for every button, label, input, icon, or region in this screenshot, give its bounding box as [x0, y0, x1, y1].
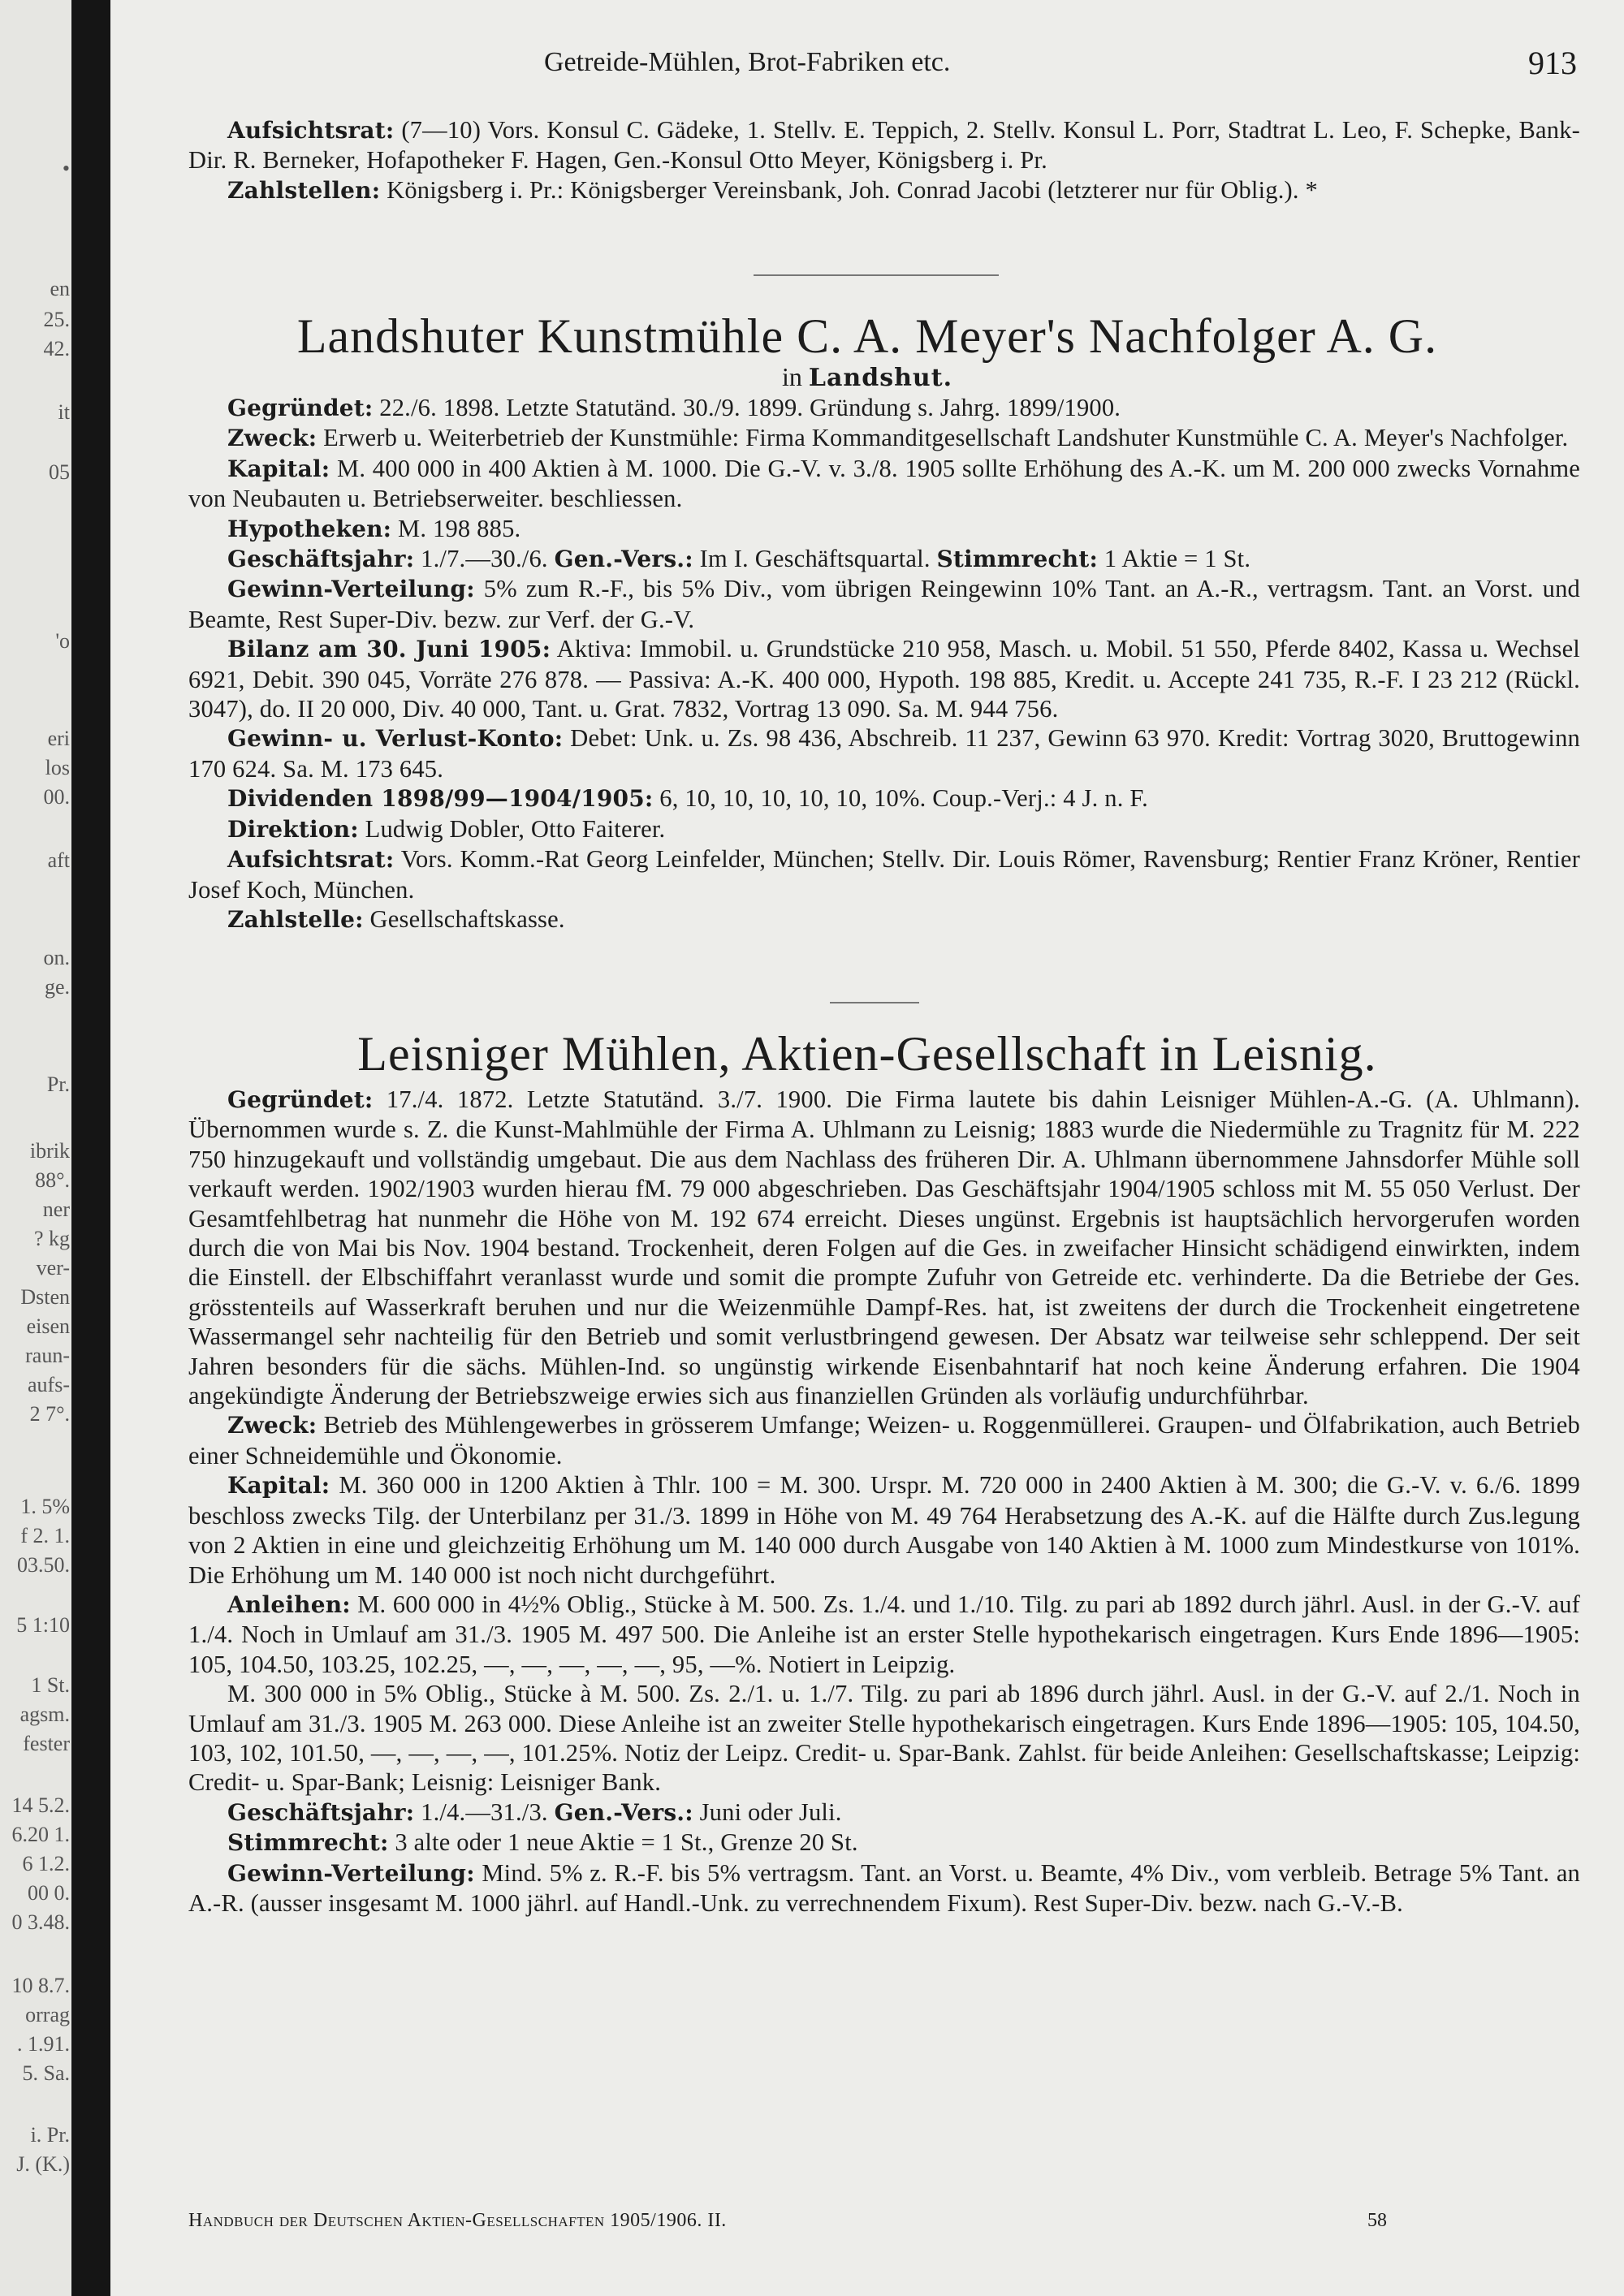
adjacent-page-fragment: 05	[49, 460, 70, 484]
previous-entry-tail	[188, 115, 1580, 205]
adjacent-page-fragment: los	[45, 756, 70, 779]
entry-label: Aufsichtsrat:	[227, 117, 395, 144]
entry-label: Bilanz am 30. Juni 1905:	[227, 636, 551, 663]
company-location-landshut	[110, 362, 1624, 392]
entry-text: 1./4.—31./3.	[421, 1798, 548, 1826]
adjacent-page-fragment: en	[50, 277, 70, 300]
adjacent-page-fragment: 42.	[43, 337, 70, 360]
adjacent-page-fragment: 2 7°.	[29, 1402, 70, 1426]
adjacent-page-fragment: ge.	[44, 975, 70, 999]
adjacent-page-fragment: on.	[43, 946, 70, 969]
adjacent-page-fragment: eri	[47, 727, 70, 750]
book-binding-gutter	[71, 0, 110, 2296]
entry-paragraph	[188, 844, 1580, 904]
entry-paragraph	[188, 1470, 1580, 1590]
entry-paragraph	[188, 1798, 1580, 1828]
entry-label: Zahlstelle:	[227, 905, 364, 933]
adjacent-page-fragment: 03.50.	[17, 1553, 70, 1577]
entry-label: Aufsichtsrat:	[227, 846, 395, 874]
entry-text: 5% zum R.-F., bis 5% Div., vom übrigen Reingewinn 10% Tant. an A.-R., vertragsm. Tant. an Vorst. und Beamte, Rest Super-Div. bezw. zur Verf. der G.-V.	[188, 575, 1580, 633]
adjacent-page-fragment: 25.	[43, 308, 70, 331]
entry-paragraph	[188, 1828, 1580, 1858]
entry-label: Gewinn- u. Verlust-Konto:	[227, 725, 564, 753]
adjacent-page-fragment: 88°.	[35, 1168, 70, 1192]
adjacent-page-fragment: J. (K.)	[16, 2152, 70, 2176]
entry-label: Kapital:	[227, 455, 330, 482]
entry-paragraph	[188, 814, 1580, 844]
company-title-landshut: Landshuter Kunstmühle C. A. Meyer's Nachfolger A. G.	[296, 309, 1438, 363]
adjacent-page-fragment: 6 1.2.	[22, 1852, 70, 1875]
entry-text: Gesellschaftskasse.	[369, 904, 565, 933]
entry-text: Ludwig Dobler, Otto Faiterer.	[365, 814, 666, 843]
entry-text: M. 600 000 in 4½% Oblig., Stücke à M. 500. Zs. 1./4. und 1./10. Tilg. zu pari ab 1892 durch jährl. Ausl. in der G.-V. auf 1./4. Noch in Umlauf am 31./3. 1905 M. 497 500. Die Anleihe ist an erster Stelle hypothekarisch eingetragen. Kurs Ende 1896—1905: 105, 104.50, 103.25, 102.25, —, —, —, —, —, 95, —%. Notiert in Leipzig.	[188, 1590, 1580, 1678]
book-page	[110, 0, 1624, 2296]
adjacent-page-fragment: i. Pr.	[30, 2123, 70, 2147]
entry-text: Aktiva: Immobil. u. Grundstücke 210 958, Masch. u. Mobil. 51 550, Pferde 8402, Kassa u. Wechsel 6921, Debit. 390 045, Vorräte 276 878. — Passiva: A.-K. 400 000, Hypoth. 198 885, Kredit. u. Accepte 241 735, R.-F. I 23 212 (Rückl. 3047), do. II 20 000, Div. 40 000, Tant. u. Grat. 7832, Vortrag 13 090. Sa. M. 944 756.	[188, 635, 1580, 723]
entry-paragraph	[188, 1410, 1580, 1470]
entry-label: Gen.-Vers.:	[554, 546, 693, 573]
entry-paragraph	[188, 544, 1580, 574]
adjacent-page-fragment: Pr.	[46, 1072, 70, 1096]
adjacent-page-fragment: fester	[23, 1732, 70, 1755]
entry-paragraph	[188, 1085, 1580, 1410]
adjacent-page-fragment: 1. 5%	[20, 1495, 70, 1518]
adjacent-page-fragment: 14 5.2.	[11, 1793, 70, 1817]
adjacent-page-fragment: •	[62, 157, 70, 180]
entry-text: Vors. Komm.-Rat Georg Leinfelder, München; Stellv. Dir. Louis Römer, Ravensburg; Rentier Franz Kröner, Rentier Josef Koch, München.	[188, 845, 1581, 904]
section-separator	[830, 1002, 919, 1003]
entry-label: Anleihen:	[227, 1590, 351, 1618]
adjacent-page-strip	[0, 0, 71, 2296]
adjacent-page-fragment: aufs-	[28, 1373, 70, 1396]
entry-text: M. 360 000 in 1200 Aktien à Thlr. 100 = M. 300. Urspr. M. 720 000 in 2400 Aktien à M. 300; die G.-V. v. 6./6. 1899 beschloss zwecks Tilg. der Unterbilanz per 31./3. 1899 in Höhe von M. 49 764 Herabsetzung des A.-K. auf die Hälfte durch Zus.legung von 2 Aktien in eine und gleichzeitig Erhöhung um M. 140 000 durch Ausgabe von 140 Aktien à M. 1000 zum Mindestkurse von 101%. Die Erhöhung um M. 140 000 ist noch nicht durchgeführt.	[188, 1471, 1580, 1589]
entry-text: 22./6. 1898. Letzte Statutänd. 30./9. 1899. Gründung s. Jahrg. 1899/1900.	[379, 394, 1121, 421]
entry-text: Juni oder Juli.	[699, 1798, 842, 1826]
entry-label: Hypotheken:	[227, 515, 392, 542]
entry-label: Geschäftsjahr:	[227, 1798, 415, 1826]
adjacent-page-fragment: eisen	[26, 1314, 70, 1338]
running-header	[110, 47, 1624, 88]
entry-text: 6, 10, 10, 10, 10, 10, 10%. Coup.-Verj.: 4 J. n. F.	[659, 784, 1148, 813]
entry-label: Direktion:	[227, 815, 359, 843]
entry-label: Zahlstellen:	[227, 176, 381, 204]
entry-paragraph	[188, 634, 1580, 723]
entry-label: Gewinn-Verteilung:	[227, 576, 475, 603]
entry-text: Erwerb u. Weiterbetrieb der Kunstmühle: Firma Kommanditgesellschaft Landshuter Kunstmühle C. A. Meyer's Nachfolger.	[323, 424, 1569, 452]
entry-paragraph	[188, 393, 1580, 423]
entry-label: Zweck:	[227, 425, 317, 452]
adjacent-page-fragment: aft	[47, 848, 70, 872]
entry-paragraph	[188, 783, 1580, 814]
page-number: 913	[1528, 45, 1577, 81]
entry-text: M. 198 885.	[398, 514, 521, 542]
entry-text: M. 300 000 in 5% Oblig., Stücke à M. 500. Zs. 2./1. u. 1./7. Tilg. zu pari ab 1896 durch jährl. Ausl. in der G.-V. auf 2./1. Noch in Umlauf am 31./3. 1905 M. 263 000. Diese Anleihe ist an zweiter Stelle hypothekarisch eingetragen. Kurs Ende 1896—1905: 105, 104.50, 103, 102, 101.50, —, —, —, —, 101.25%. Notiz der Leipz. Credit- u. Spar-Bank. Zahlst. für beide Anleihen: Gesellschaftskasse; Leipzig: Credit- u. Spar-Bank; Leisnig: Leisniger Bank.	[188, 1680, 1580, 1797]
adjacent-page-fragment: 6.20 1.	[11, 1823, 70, 1846]
entry-text: Betrieb des Mühlengewerbes in grösserem Umfange; Weizen- u. Roggenmüllerei. Graupen- und Ölfabrikation, auch Betrieb einer Schneidemühle und Ökonomie.	[188, 1411, 1580, 1470]
entry-label: Gewinn-Verteilung:	[227, 1859, 475, 1887]
adjacent-page-fragment: ver-	[36, 1256, 70, 1280]
adjacent-page-fragment: agsm.	[19, 1703, 70, 1726]
entry-label: Stimmrecht:	[227, 1829, 389, 1857]
header-title: Getreide-Mühlen, Brot-Fabriken etc.	[544, 47, 951, 77]
entry-paragraph	[188, 423, 1580, 453]
entry-paragraph	[188, 1679, 1580, 1798]
entry-label: Gen.-Vers.:	[554, 1798, 693, 1826]
location-name: Landshut.	[808, 364, 953, 392]
entry-label: Dividenden 1898/99—1904/1905:	[227, 785, 654, 813]
adjacent-page-fragment: 00 0.	[28, 1881, 70, 1905]
adjacent-page-fragment: 0 3.48.	[11, 1910, 70, 1934]
section-separator	[754, 274, 999, 276]
entry-label: Geschäftsjahr:	[227, 546, 415, 573]
entry-text: 1 Aktie = 1 St.	[1104, 545, 1251, 573]
adjacent-page-fragment: 5. Sa.	[22, 2061, 70, 2085]
entry-label: Zweck:	[227, 1412, 317, 1439]
adjacent-page-fragment: ? kg	[33, 1227, 70, 1250]
entry-text: (7—10) Vors. Konsul C. Gädeke, 1. Stellv. E. Teppich, 2. Stellv. Konsul L. Porr, Stadtrat L. Leo, F. Schepke, Bank-Dir. R. Berneker, Hofapotheker F. Hagen, Gen.-Konsul Otto Meyer, Königsberg i. Pr.	[188, 116, 1580, 175]
entry-label: Gegründet:	[227, 395, 374, 421]
adjacent-page-fragment: 10 8.7.	[11, 1974, 70, 1997]
entry-text: 3 alte oder 1 neue Aktie = 1 St., Grenze 20 St.	[395, 1828, 858, 1857]
entry-paragraph	[188, 574, 1580, 634]
entry-text: Mind. 5% z. R.-F. bis 5% vertragsm. Tant. an Vorst. u. Beamte, 4% Div., vom verbleib. Betrage 5% Tant. an A.-R. (ausser insgesamt M. 1000 jährl. auf Handl.-Unk. zu verrechnendem Fixum). Rest Super-Div. bezw. nach G.-V.-B.	[188, 1858, 1581, 1917]
entry-text: Im I. Geschäftsquartal.	[699, 545, 931, 573]
location-prefix: in	[781, 362, 802, 391]
leisnig-entry-body	[188, 1085, 1580, 1918]
adjacent-page-fragment: 1 St.	[31, 1673, 70, 1697]
adjacent-page-fragment: Dsten	[20, 1285, 70, 1309]
company-title-leisnig: Leisniger Mühlen, Aktien-Gesellschaft in Leisnig.	[357, 1027, 1377, 1081]
adjacent-page-fragment: . 1.91.	[17, 2032, 70, 2056]
entry-label: Stimmrecht:	[936, 546, 1098, 573]
entry-label: Kapital:	[227, 1472, 330, 1500]
adjacent-page-fragment: raun-	[25, 1344, 70, 1367]
adjacent-page-fragment: ibrik	[29, 1139, 70, 1163]
footer-signature-number: 58	[1367, 2210, 1387, 2231]
entry-paragraph	[188, 514, 1580, 544]
adjacent-page-fragment: orrag	[25, 2003, 70, 2026]
entry-paragraph	[188, 723, 1580, 783]
entry-text: Königsberg i. Pr.: Königsberger Vereinsbank, Joh. Conrad Jacobi (letzterer nur für Oblig.). *	[387, 175, 1318, 204]
adjacent-page-fragment: 5 1:10	[16, 1613, 70, 1637]
entry-paragraph	[188, 1590, 1580, 1679]
entry-paragraph	[188, 454, 1580, 514]
entry-label: Gegründet:	[227, 1086, 374, 1113]
adjacent-page-fragment: 00.	[43, 785, 70, 809]
entry-text: M. 400 000 in 400 Aktien à M. 1000. Die G.-V. v. 3./8. 1905 sollte Erhöhung des A.-K. um M. 200 000 zwecks Vornahme von Neubauten u. Betriebserweiter. beschliessen.	[188, 454, 1580, 513]
footer-publication: Handbuch der Deutschen Aktien-Gesellschaften 1905/1906. II.	[188, 2210, 727, 2231]
entry-paragraph	[188, 904, 1580, 934]
adjacent-page-fragment: 'o	[55, 629, 70, 653]
adjacent-page-fragment: f 2. 1.	[20, 1524, 70, 1547]
landshut-entry-body	[188, 393, 1580, 934]
entry-text: 17./4. 1872. Letzte Statutänd. 3./7. 1900. Die Firma lautete bis dahin Leisniger Mühlen-A.-G. (A. Uhlmann). Übernommen wurde s. Z. die Kunst-Mahlmühle der Firma A. Uhlmann zu Leisnig; 1883 wurde die Niedermühle zu Tragnitz für M. 222 750 hinzugekauft und vollständig umgebaut. Die aus dem Nachlass des früheren Dir. A. Uhlmann übernommene Jahnsdorfer Mühle soll verkauft werden. 1902/1903 wurden hierau fM. 79 000 abgeschrieben. Das Geschäftsjahr 1904/1905 schloss mit M. 55 050 Verlust. Der Gesamtfehlbetrag hat nunmehr die Höhe von M. 192 674 erreicht. Dieses ungünst. Ergebnis ist hauptsächlich hervorgerufen worden durch die von Mai bis Nov. 1904 bestand. Trockenheit, deren Folgen auf die Ges. in zweifacher Hinsicht schädigend einwirkten, indem die Einstell. der Elbschiffahrt veranlasst wurde und somit die prompte Zufuhr von Getreide etc. verhinderte. Da die Betriebe der Ges. grösstenteils auf Wasserkraft beruhen und nur die Weizenmühle Dampf-Res. hat, ist zweitens der durch die Trockenheit eingetretene Wassermangel sehr nachteilig für den Betrieb und somit verlustbringend gewesen. Der Absatz war teilweise sehr schleppend. Der seit Jahren besonders für die sächs. Mühlen-Ind. so ungünstig wirkende Eisenbahntarif hat noch keine Änderung erfahren. Die 1904 angekündigte Änderung der Betriebszweige erwies sich aus finanziellen Gründen als vorläufig undurchführbar.	[188, 1085, 1581, 1410]
page-footer	[188, 2210, 1580, 2242]
adjacent-page-fragment: it	[58, 400, 70, 424]
entry-paragraph	[188, 1858, 1580, 1918]
entry-text: Debet: Unk. u. Zs. 98 436, Abschreib. 11 237, Gewinn 63 970. Kredit: Vortrag 3020, Bruttogewinn 170 624. Sa. M. 173 645.	[188, 724, 1581, 783]
entry-text: 1./7.—30./6.	[421, 545, 548, 573]
adjacent-page-fragment: ner	[42, 1198, 70, 1221]
